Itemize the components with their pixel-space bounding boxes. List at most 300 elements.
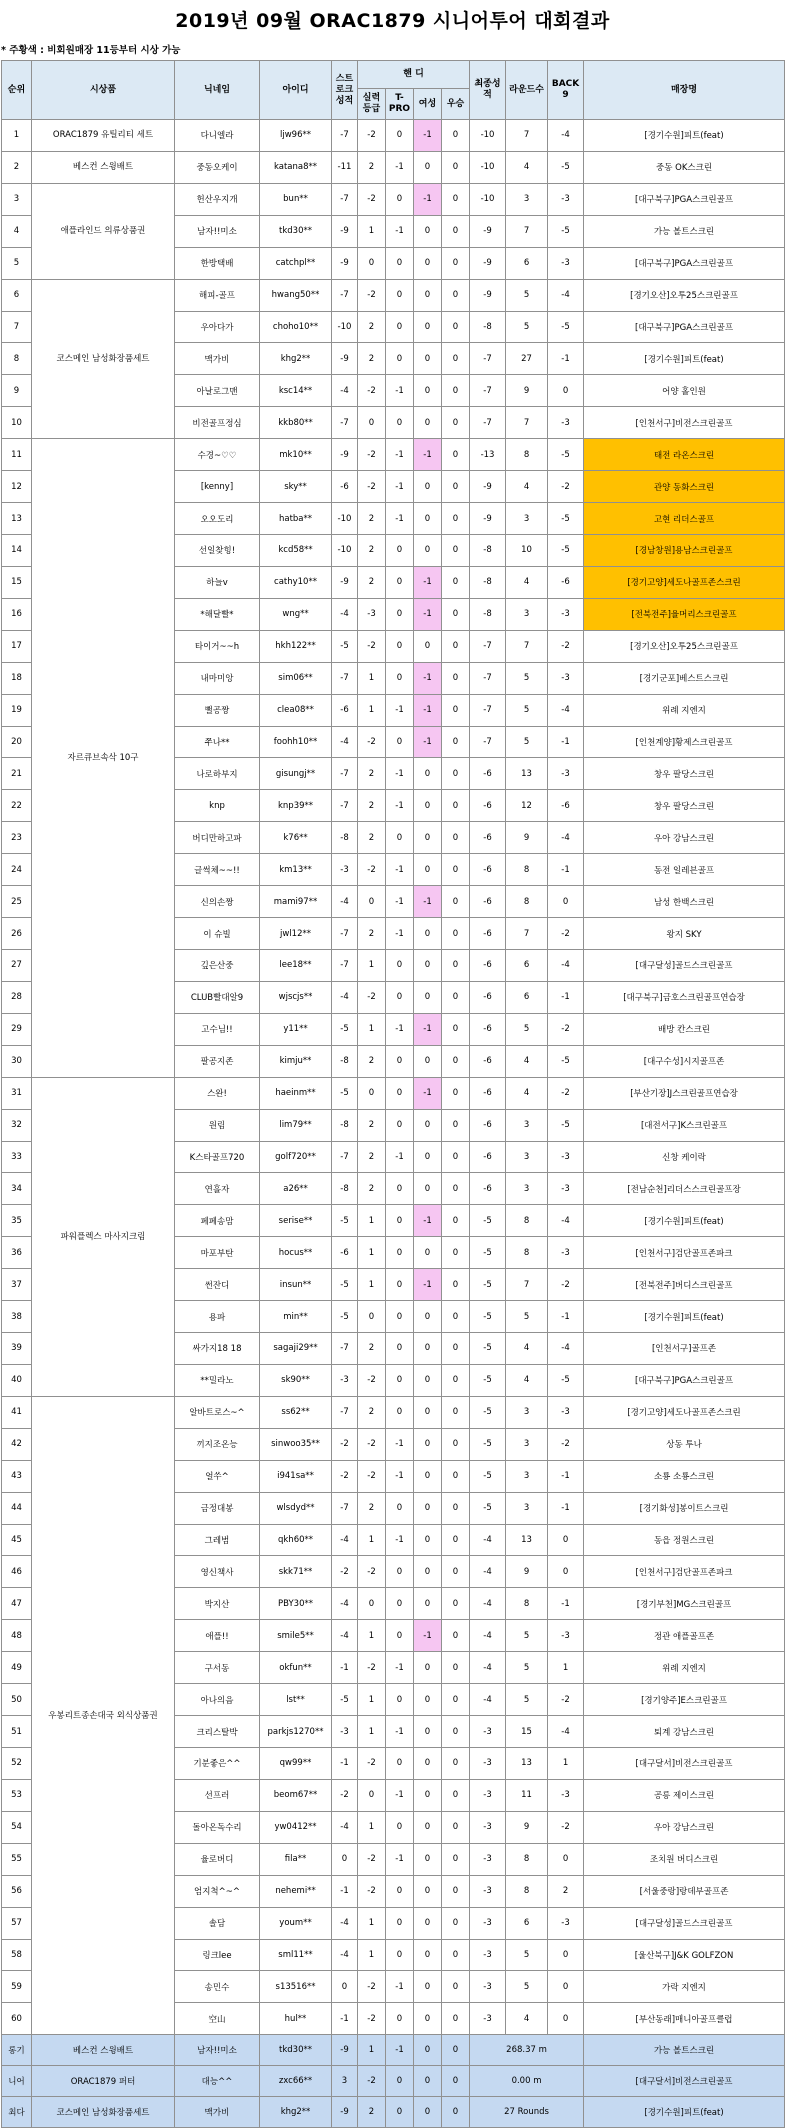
rounds-cell: 8 <box>506 439 548 471</box>
final-cell: -3 <box>470 1971 506 2003</box>
stroke-cell: -8 <box>332 822 358 854</box>
rounds-cell: 13 <box>506 758 548 790</box>
final-cell: -10 <box>470 120 506 152</box>
skill-cell: 1 <box>358 694 386 726</box>
tpro-cell: 0 <box>386 598 414 630</box>
win-cell: 0 <box>442 1428 470 1460</box>
win-cell: 0 <box>442 918 470 950</box>
skill-cell: 2 <box>358 822 386 854</box>
rounds-cell: 5 <box>506 726 548 758</box>
skill-cell: -2 <box>358 1843 386 1875</box>
tpro-cell: 0 <box>386 311 414 343</box>
female-cell: -1 <box>414 439 442 471</box>
stroke-cell: -9 <box>332 215 358 247</box>
id-cell: y11** <box>260 1013 332 1045</box>
rank-cell: 28 <box>2 981 32 1013</box>
store-cell: 동전 일레븐골프 <box>584 854 785 886</box>
stroke-cell: -7 <box>332 1396 358 1428</box>
store-cell: [전남순천]리더스스크린골프장 <box>584 1173 785 1205</box>
skill-cell: 1 <box>358 1684 386 1716</box>
nickname-cell: 송민수 <box>175 1971 260 2003</box>
special-row <box>2 2066 785 2097</box>
rounds-cell: 5 <box>506 694 548 726</box>
special-id: zxc66** <box>260 2066 332 2097</box>
win-cell: 0 <box>442 854 470 886</box>
rounds-cell: 8 <box>506 886 548 918</box>
skill-cell: 2 <box>358 151 386 183</box>
id-cell: mami97** <box>260 886 332 918</box>
rounds-cell: 7 <box>506 918 548 950</box>
skill-cell: -2 <box>358 1748 386 1780</box>
id-cell: hwang50** <box>260 279 332 311</box>
rounds-cell: 3 <box>506 1428 548 1460</box>
stroke-cell: -3 <box>332 854 358 886</box>
store-cell: 가락 지엔지 <box>584 1971 785 2003</box>
tpro-cell: -1 <box>386 1652 414 1684</box>
store-cell: 고현 리더스골프 <box>584 503 785 535</box>
win-cell: 0 <box>442 1492 470 1524</box>
store-cell: 창우 팔당스크린 <box>584 790 785 822</box>
tpro-cell: 0 <box>386 566 414 598</box>
rank-cell: 58 <box>2 1939 32 1971</box>
rank-cell: 10 <box>2 407 32 439</box>
tpro-cell: -1 <box>386 1779 414 1811</box>
female-cell: -1 <box>414 566 442 598</box>
store-cell: [대구달성]골드스크린골프 <box>584 949 785 981</box>
skill-cell: 2 <box>358 1333 386 1365</box>
rank-cell: 33 <box>2 1141 32 1173</box>
special-nickname: 남자!!미소 <box>175 2035 260 2066</box>
rank-cell: 45 <box>2 1524 32 1556</box>
store-cell: [인천서구]검단골프존파크 <box>584 1556 785 1588</box>
rank-cell: 31 <box>2 1077 32 1109</box>
special-skill: -2 <box>358 2066 386 2097</box>
nickname-cell: 나로하부지 <box>175 758 260 790</box>
female-cell: 0 <box>414 503 442 535</box>
rank-cell: 21 <box>2 758 32 790</box>
id-cell: tkd30** <box>260 215 332 247</box>
rank-cell: 39 <box>2 1333 32 1365</box>
win-cell: 0 <box>442 1333 470 1365</box>
win-cell: 0 <box>442 630 470 662</box>
rank-cell: 25 <box>2 886 32 918</box>
tpro-cell: 0 <box>386 1333 414 1365</box>
table-row <box>2 120 785 152</box>
back9-cell: -6 <box>548 566 584 598</box>
back9-cell: -1 <box>548 1460 584 1492</box>
win-cell: 0 <box>442 1269 470 1301</box>
final-cell: -5 <box>470 1460 506 1492</box>
special-id: tkd30** <box>260 2035 332 2066</box>
tpro-cell: 0 <box>386 662 414 694</box>
rounds-cell: 5 <box>506 1620 548 1652</box>
final-cell: -4 <box>470 1588 506 1620</box>
final-cell: -7 <box>470 726 506 758</box>
header-win: 우승 <box>442 89 470 120</box>
tpro-cell: 0 <box>386 1875 414 1907</box>
tpro-cell: -1 <box>386 886 414 918</box>
store-cell: [인천서구]검단골프존파크 <box>584 1237 785 1269</box>
back9-cell: 0 <box>548 1843 584 1875</box>
win-cell: 0 <box>442 694 470 726</box>
rank-cell: 48 <box>2 1620 32 1652</box>
stroke-cell: -1 <box>332 2003 358 2035</box>
store-cell: 창우 팔당스크린 <box>584 758 785 790</box>
stroke-cell: -6 <box>332 1237 358 1269</box>
rank-cell: 42 <box>2 1428 32 1460</box>
stroke-cell: -4 <box>332 886 358 918</box>
rank-cell: 56 <box>2 1875 32 1907</box>
win-cell: 0 <box>442 1811 470 1843</box>
id-cell: katana8** <box>260 151 332 183</box>
prize-cell: 자르큐브속삭 10구 <box>32 439 175 1077</box>
final-cell: -6 <box>470 822 506 854</box>
stroke-cell: -11 <box>332 151 358 183</box>
nickname-cell: *해달빨* <box>175 598 260 630</box>
stroke-cell: -7 <box>332 758 358 790</box>
nickname-cell: 썬잔디 <box>175 1269 260 1301</box>
special-female: 0 <box>414 2066 442 2097</box>
tpro-cell: -1 <box>386 918 414 950</box>
back9-cell: -1 <box>548 1492 584 1524</box>
back9-cell: -3 <box>548 1173 584 1205</box>
rank-cell: 50 <box>2 1684 32 1716</box>
skill-cell: 2 <box>358 503 386 535</box>
nickname-cell: 애플!! <box>175 1620 260 1652</box>
win-cell: 0 <box>442 1396 470 1428</box>
rounds-cell: 4 <box>506 566 548 598</box>
back9-cell: -5 <box>548 534 584 566</box>
female-cell: 0 <box>414 534 442 566</box>
back9-cell: -1 <box>548 726 584 758</box>
stroke-cell: -1 <box>332 1748 358 1780</box>
rounds-cell: 8 <box>506 1237 548 1269</box>
rounds-cell: 5 <box>506 1301 548 1333</box>
female-cell: 0 <box>414 758 442 790</box>
skill-cell: 2 <box>358 758 386 790</box>
stroke-cell: 0 <box>332 1971 358 2003</box>
final-cell: -3 <box>470 1939 506 1971</box>
special-win: 0 <box>442 2097 470 2128</box>
store-cell: [경남창원]용남스크린골프 <box>584 534 785 566</box>
id-cell: sinwoo35** <box>260 1428 332 1460</box>
rank-cell: 12 <box>2 471 32 503</box>
female-cell: 0 <box>414 918 442 950</box>
store-cell: [전북전주]율머리스크린골프 <box>584 598 785 630</box>
header-store: 매장명 <box>584 61 785 120</box>
rank-cell: 16 <box>2 598 32 630</box>
id-cell: km13** <box>260 854 332 886</box>
tpro-cell: 0 <box>386 407 414 439</box>
female-cell: 0 <box>414 247 442 279</box>
store-cell: 중동 OK스크린 <box>584 151 785 183</box>
tpro-cell: 0 <box>386 1684 414 1716</box>
final-cell: -9 <box>470 279 506 311</box>
store-cell: [울산북구]J&K GOLFZON <box>584 1939 785 1971</box>
win-cell: 0 <box>442 1907 470 1939</box>
nickname-cell: 링크lee <box>175 1939 260 1971</box>
back9-cell: -2 <box>548 918 584 950</box>
special-prize: 베스컨 스윙배트 <box>32 2035 175 2066</box>
skill-cell: 2 <box>358 311 386 343</box>
nickname-cell: 중동오케이 <box>175 151 260 183</box>
id-cell: sim06** <box>260 662 332 694</box>
nickname-cell: 선프러 <box>175 1779 260 1811</box>
win-cell: 0 <box>442 1045 470 1077</box>
store-cell: 퇴계 강남스크린 <box>584 1716 785 1748</box>
back9-cell: -4 <box>548 1333 584 1365</box>
tpro-cell: 0 <box>386 534 414 566</box>
final-cell: -4 <box>470 1556 506 1588</box>
special-row <box>2 2035 785 2066</box>
stroke-cell: 0 <box>332 1843 358 1875</box>
female-cell: 0 <box>414 1588 442 1620</box>
nickname-cell: 용파 <box>175 1301 260 1333</box>
nickname-cell: 구서동 <box>175 1652 260 1684</box>
id-cell: hkh122** <box>260 630 332 662</box>
female-cell: -1 <box>414 1620 442 1652</box>
female-cell: 0 <box>414 1301 442 1333</box>
stroke-cell: -4 <box>332 598 358 630</box>
store-cell: 신창 케이락 <box>584 1141 785 1173</box>
skill-cell: 1 <box>358 1907 386 1939</box>
rank-cell: 18 <box>2 662 32 694</box>
win-cell: 0 <box>442 1013 470 1045</box>
female-cell: -1 <box>414 120 442 152</box>
back9-cell: 0 <box>548 1939 584 1971</box>
back9-cell: -4 <box>548 1205 584 1237</box>
special-tpro: -1 <box>386 2035 414 2066</box>
id-cell: wng** <box>260 598 332 630</box>
store-cell: [경기수원]피트(feat) <box>584 120 785 152</box>
win-cell: 0 <box>442 1748 470 1780</box>
skill-cell: -3 <box>358 598 386 630</box>
prize-cell: 베스컨 스윙배트 <box>32 151 175 183</box>
final-cell: -13 <box>470 439 506 471</box>
stroke-cell: -9 <box>332 439 358 471</box>
rank-cell: 36 <box>2 1237 32 1269</box>
skill-cell: -2 <box>358 981 386 1013</box>
rank-cell: 47 <box>2 1588 32 1620</box>
win-cell: 0 <box>442 949 470 981</box>
female-cell: 0 <box>414 1748 442 1780</box>
final-cell: -6 <box>470 790 506 822</box>
final-cell: -6 <box>470 758 506 790</box>
rounds-cell: 4 <box>506 471 548 503</box>
rounds-cell: 7 <box>506 407 548 439</box>
rounds-cell: 3 <box>506 598 548 630</box>
female-cell: 0 <box>414 1939 442 1971</box>
rank-cell: 52 <box>2 1748 32 1780</box>
back9-cell: 1 <box>548 1748 584 1780</box>
back9-cell: -3 <box>548 183 584 215</box>
stroke-cell: -1 <box>332 1875 358 1907</box>
win-cell: 0 <box>442 1716 470 1748</box>
id-cell: khg2** <box>260 343 332 375</box>
id-cell: okfun** <box>260 1652 332 1684</box>
female-cell: 0 <box>414 1716 442 1748</box>
nickname-cell: 스완! <box>175 1077 260 1109</box>
back9-cell: -3 <box>548 1620 584 1652</box>
skill-cell: 1 <box>358 1620 386 1652</box>
final-cell: -5 <box>470 1269 506 1301</box>
stroke-cell: -3 <box>332 1364 358 1396</box>
store-cell: 우아 강남스크린 <box>584 822 785 854</box>
rounds-cell: 5 <box>506 279 548 311</box>
win-cell: 0 <box>442 886 470 918</box>
prize-cell: 애플라인드 의류상품권 <box>32 183 175 279</box>
nickname-cell: 이 슈빌 <box>175 918 260 950</box>
rank-cell: 41 <box>2 1396 32 1428</box>
nickname-cell: 알바트로스~^ <box>175 1396 260 1428</box>
legend-note: * 주황색 : 비회원매장 11등부터 시상 가능 <box>1 45 181 56</box>
female-cell: -1 <box>414 886 442 918</box>
skill-cell: 0 <box>358 247 386 279</box>
store-cell: 소룡 소룡스크린 <box>584 1460 785 1492</box>
table-row <box>2 183 785 215</box>
final-cell: -9 <box>470 215 506 247</box>
tpro-cell: 0 <box>386 1811 414 1843</box>
special-store: [대구달서]비전스크린골프 <box>584 2066 785 2097</box>
tpro-cell: 0 <box>386 630 414 662</box>
rounds-cell: 6 <box>506 1907 548 1939</box>
final-cell: -9 <box>470 247 506 279</box>
special-awards <box>2 2035 785 2128</box>
id-cell: ksc14** <box>260 375 332 407</box>
special-row <box>2 2097 785 2128</box>
tpro-cell: -1 <box>386 375 414 407</box>
back9-cell: 0 <box>548 1556 584 1588</box>
tpro-cell: 0 <box>386 1588 414 1620</box>
rounds-cell: 9 <box>506 375 548 407</box>
final-cell: -3 <box>470 1843 506 1875</box>
final-cell: -3 <box>470 1779 506 1811</box>
back9-cell: -2 <box>548 1013 584 1045</box>
final-cell: -7 <box>470 407 506 439</box>
store-cell: [경기오산]오투25스크린골프 <box>584 630 785 662</box>
female-cell: 0 <box>414 1556 442 1588</box>
win-cell: 0 <box>442 726 470 758</box>
back9-cell: 0 <box>548 2003 584 2035</box>
rounds-cell: 12 <box>506 790 548 822</box>
tpro-cell: -1 <box>386 503 414 535</box>
rank-cell: 35 <box>2 1205 32 1237</box>
rank-cell: 32 <box>2 1109 32 1141</box>
store-cell: [경기양주]E스크린골프 <box>584 1684 785 1716</box>
header-rank: 순위 <box>2 61 32 120</box>
result-rows <box>2 120 785 2035</box>
rank-cell: 19 <box>2 694 32 726</box>
id-cell: gisungj** <box>260 758 332 790</box>
store-cell: [경기수원]피트(feat) <box>584 1205 785 1237</box>
female-cell: -1 <box>414 1077 442 1109</box>
rank-cell: 15 <box>2 566 32 598</box>
id-cell: wlsdyd** <box>260 1492 332 1524</box>
female-cell: 0 <box>414 279 442 311</box>
win-cell: 0 <box>442 1971 470 2003</box>
win-cell: 0 <box>442 534 470 566</box>
stroke-cell: -8 <box>332 1045 358 1077</box>
id-cell: choho10** <box>260 311 332 343</box>
win-cell: 0 <box>442 343 470 375</box>
stroke-cell: -4 <box>332 375 358 407</box>
header-prize: 시상품 <box>32 61 175 120</box>
stroke-cell: -7 <box>332 1492 358 1524</box>
nickname-cell: 연흘자 <box>175 1173 260 1205</box>
id-cell: yw0412** <box>260 1811 332 1843</box>
back9-cell: -4 <box>548 120 584 152</box>
female-cell: 0 <box>414 1524 442 1556</box>
win-cell: 0 <box>442 1077 470 1109</box>
table-row <box>2 1396 785 1428</box>
store-cell: 위례 지엔지 <box>584 1652 785 1684</box>
id-cell: mk10** <box>260 439 332 471</box>
special-record: 268.37 m <box>470 2035 584 2066</box>
store-cell: [대구북구]PGA스크린골프 <box>584 183 785 215</box>
id-cell: catchpl** <box>260 247 332 279</box>
final-cell: -5 <box>470 1364 506 1396</box>
rounds-cell: 3 <box>506 1109 548 1141</box>
rounds-cell: 5 <box>506 1939 548 1971</box>
header-female: 여성 <box>414 89 442 120</box>
id-cell: hocus** <box>260 1237 332 1269</box>
special-stroke: -9 <box>332 2035 358 2066</box>
tpro-cell: 0 <box>386 1237 414 1269</box>
win-cell: 0 <box>442 407 470 439</box>
nickname-cell: 금정대봉 <box>175 1492 260 1524</box>
rounds-cell: 15 <box>506 1716 548 1748</box>
final-cell: -7 <box>470 662 506 694</box>
stroke-cell: -7 <box>332 662 358 694</box>
final-cell: -6 <box>470 1109 506 1141</box>
back9-cell: 0 <box>548 886 584 918</box>
back9-cell: -4 <box>548 694 584 726</box>
back9-cell: -4 <box>548 279 584 311</box>
skill-cell: 2 <box>358 1173 386 1205</box>
id-cell: hul** <box>260 2003 332 2035</box>
stroke-cell: -7 <box>332 1333 358 1365</box>
skill-cell: 2 <box>358 1141 386 1173</box>
id-cell: lim79** <box>260 1109 332 1141</box>
skill-cell: -2 <box>358 1971 386 2003</box>
tpro-cell: 0 <box>386 726 414 758</box>
back9-cell: 0 <box>548 1971 584 2003</box>
female-cell: -1 <box>414 662 442 694</box>
rank-cell: 40 <box>2 1364 32 1396</box>
nickname-cell: 페페송맘 <box>175 1205 260 1237</box>
skill-cell: 1 <box>358 1205 386 1237</box>
store-cell: [서울중랑]랑데부골프존 <box>584 1875 785 1907</box>
rank-cell: 29 <box>2 1013 32 1045</box>
skill-cell: 1 <box>358 1524 386 1556</box>
tpro-cell: 0 <box>386 1748 414 1780</box>
table-row <box>2 439 785 471</box>
rounds-cell: 5 <box>506 1652 548 1684</box>
back9-cell: -5 <box>548 311 584 343</box>
female-cell: 0 <box>414 1460 442 1492</box>
female-cell: 0 <box>414 1811 442 1843</box>
female-cell: 0 <box>414 630 442 662</box>
nickname-cell: 다니엘라 <box>175 120 260 152</box>
header-handi: 핸 디 <box>358 61 470 89</box>
id-cell: hatba** <box>260 503 332 535</box>
back9-cell: -3 <box>548 247 584 279</box>
id-cell: wjscjs** <box>260 981 332 1013</box>
win-cell: 0 <box>442 1524 470 1556</box>
back9-cell: -2 <box>548 1269 584 1301</box>
rounds-cell: 3 <box>506 1173 548 1205</box>
female-cell: 0 <box>414 1428 442 1460</box>
